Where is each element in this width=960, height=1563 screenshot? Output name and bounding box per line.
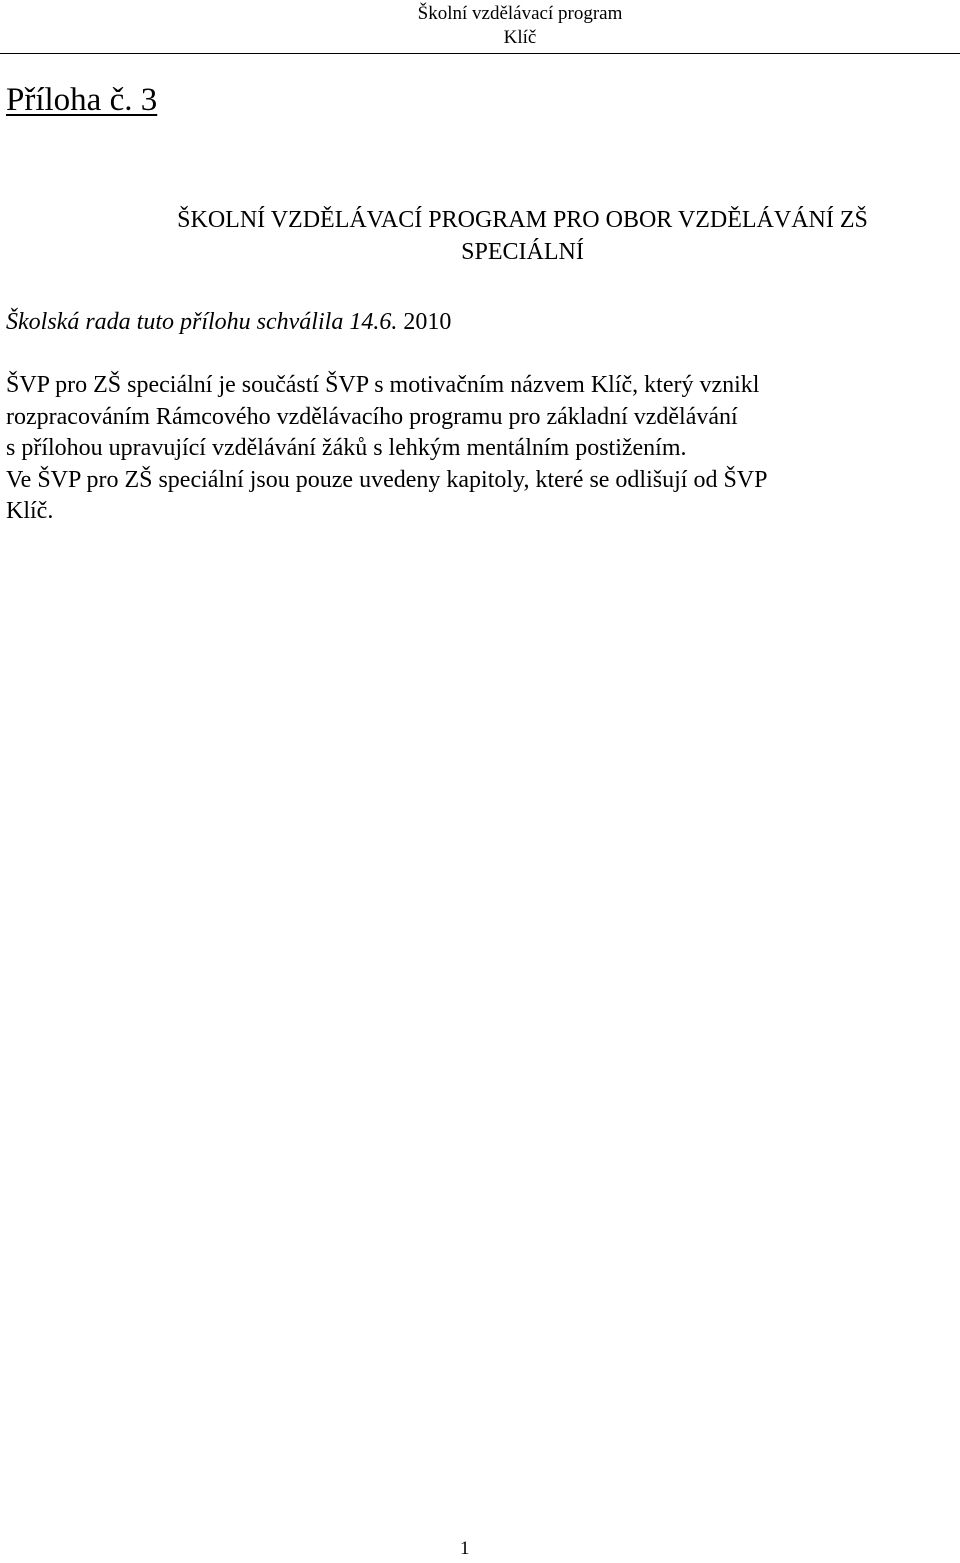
approval-text: Školská rada tuto přílohu schválila 14.6. — [6, 309, 398, 335]
body-paragraph — [6, 370, 936, 528]
page-number: 1 — [460, 1538, 470, 1559]
program-title-line-2: SPECIÁLNÍ — [461, 239, 584, 265]
body-line: s přílohou upravující vzdělávání žáků s lehkým mentálním postižením. — [6, 435, 687, 461]
header-document-title: Školní vzdělávací program — [417, 3, 623, 24]
header-divider — [0, 53, 960, 54]
appendix-title: Příloha č. 3 — [6, 82, 158, 118]
program-title — [0, 204, 960, 268]
program-title-line-1: ŠKOLNÍ VZDĚLÁVACÍ PROGRAM PRO OBOR VZDĚLÁVÁNÍ ZŠ — [177, 207, 868, 233]
body-line: rozpracováním Rámcového vzdělávacího programu pro základní vzdělávání — [6, 403, 738, 430]
body-line: Ve ŠVP pro ZŠ speciální jsou pouze uvedeny kapitoly, které se odlišují od ŠVP — [6, 466, 768, 493]
approval-statement — [6, 306, 451, 338]
body-line: Klíč. — [6, 498, 54, 524]
approval-year: 2010 — [397, 309, 452, 335]
body-line: ŠVP pro ZŠ speciální je součástí ŠVP s motivačním názvem Klíč, který vznikl — [6, 372, 760, 398]
page-header — [0, 0, 960, 56]
header-program-name: Klíč — [503, 27, 537, 48]
